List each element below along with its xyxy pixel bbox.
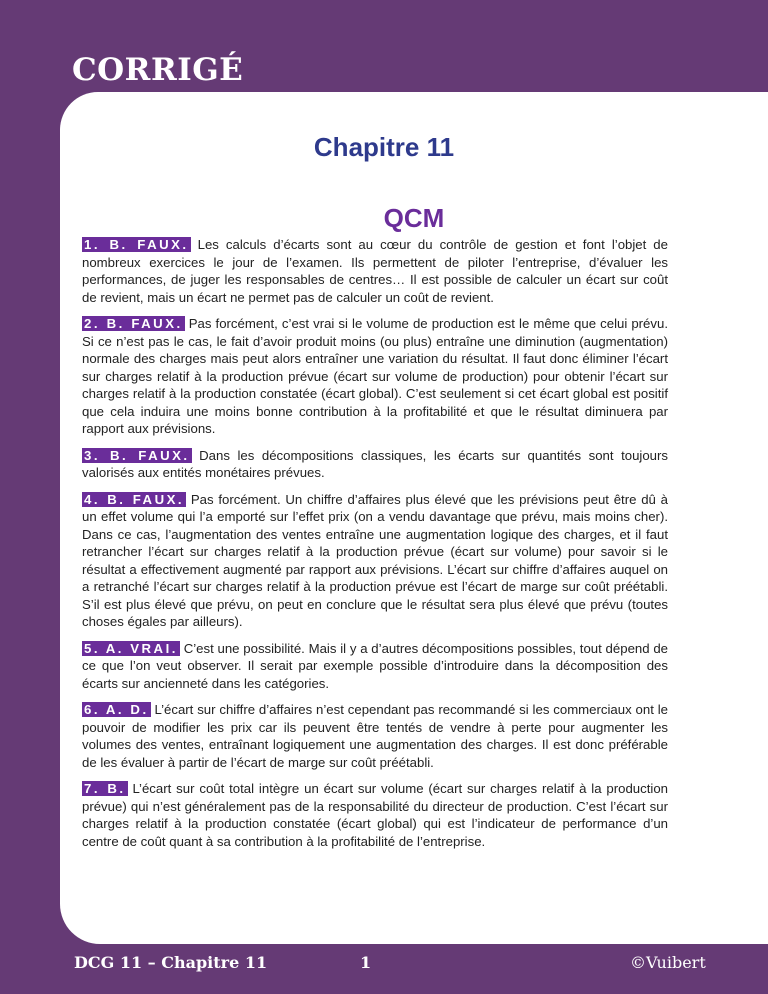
answer-item <box>82 640 668 693</box>
answer-item <box>82 315 668 438</box>
answer-label: 4. B. FAUX. <box>84 491 185 507</box>
answers-list <box>82 236 668 859</box>
answer-text: Dans les décompositions classiques, les écarts sur quantités sont toujours valorisés aux entités monétaires prévues. <box>82 447 668 480</box>
answer-text: C’est une possibilité. Mais il y a d’autres décompositions possibles, tout dépend de ce que l’on veut observer. Il serait par exemple possible d’introduire dans la décomposition des écarts sur ancienneté dans les catégories. <box>82 640 669 691</box>
answer-label: 2. B. FAUX. <box>84 316 183 331</box>
answer-label: 3. B. FAUX. <box>84 447 190 463</box>
answer-item <box>82 447 668 482</box>
answer-item <box>82 780 668 850</box>
page-number: 1 <box>360 953 372 972</box>
footer-course: DCG 11 – Chapitre 11 <box>74 953 268 972</box>
corrige-banner: CORRIGÉ <box>72 52 244 88</box>
answer-label: 7. B. <box>84 781 126 796</box>
answer-item <box>82 236 668 306</box>
page-title: Chapitre 11 <box>313 132 455 162</box>
answer-label: 1. B. FAUX. <box>84 237 189 252</box>
section-title: QCM <box>383 203 445 233</box>
answer-item <box>82 491 668 631</box>
answer-label: 6. A. D. <box>84 702 149 717</box>
answer-text: L’écart sur chiffre d’affaires n’est cependant pas recommandé si les commerciaux ont le pouvoir de modifier les prix car ils peuvent être tentés de vendre à perte pour augmenter les volumes des ventes, entraînant logiquement une augmentation des charges. Il est donc préférable de les évaluer à partir de l’écart de marge sur coût préétabli. <box>82 702 668 770</box>
answer-text: Pas forcément. Un chiffre d’affaires plus élevé que les prévisions peut être dû à un effet volume qui l’a emporté sur l’effet prix (on a vendu davantage que prévu, mais moins cher). Dans ce cas, l’augmentation des ventes entraîne une augmentation logique des charges, et il faut retrancher l’écart sur charges relatif à la production prévue (écart sur volume) pour savoir si le résultat a effectivement augmenté par rapport aux prévisions. L’écart sur chiffre d’affaires auquel on a retranché l’écart sur charges relatif à la production prévue est l’écart de marge sur coût préétabli. S’il est plus élevé que prévu, on peut en conclure que le résultat sera plus élevé que prévu (toutes choses égales par ailleurs). <box>82 491 668 629</box>
answer-text: Pas forcément, c’est vrai si le volume de production est le même que celui prévu. Si ce n’est pas le cas, le fait d’avoir produit moins (ou plus) entraîne une diminution (augmentation) normale des charges mais peut alors entraîner une variation du résultat. Il faut donc éliminer l’écart sur charges relatif à la production prévue (écart sur volume de production) pour obtenir l’écart sur charges relatif à la production constatée (écart global). C’est seulement si cet écart global est positif que cela induira une moins bonne contribution à la profitabilité et que le résultat diminuera par rapport aux prévisions. <box>82 316 668 436</box>
answer-item <box>82 701 668 771</box>
answer-text: Les calculs d’écarts sont au cœur du contrôle de gestion et font l’objet de nombreux exercices le jour de l’examen. Ils permettent de piloter l’entreprise, d’évaluer les performances, de juger les responsables de centres… Il est possible de calculer un écart sur coût de revient, mais un écart ne permet pas de calculer un coût de revient. <box>82 237 668 305</box>
answer-label: 5. A. VRAI. <box>84 640 178 656</box>
answer-text: L’écart sur coût total intègre un écart sur volume (écart sur charges relatif à la production prévue) qui n’est généralement pas de la responsabilité du directeur de production. C’est l’écart sur charges relatif à la production constatée (écart global) qui est l’indicateur de performance d’un centre de coût quant à sa contribution à la profitabilité de l’entreprise. <box>82 781 668 849</box>
footer-publisher: ©Vuibert <box>630 953 706 972</box>
